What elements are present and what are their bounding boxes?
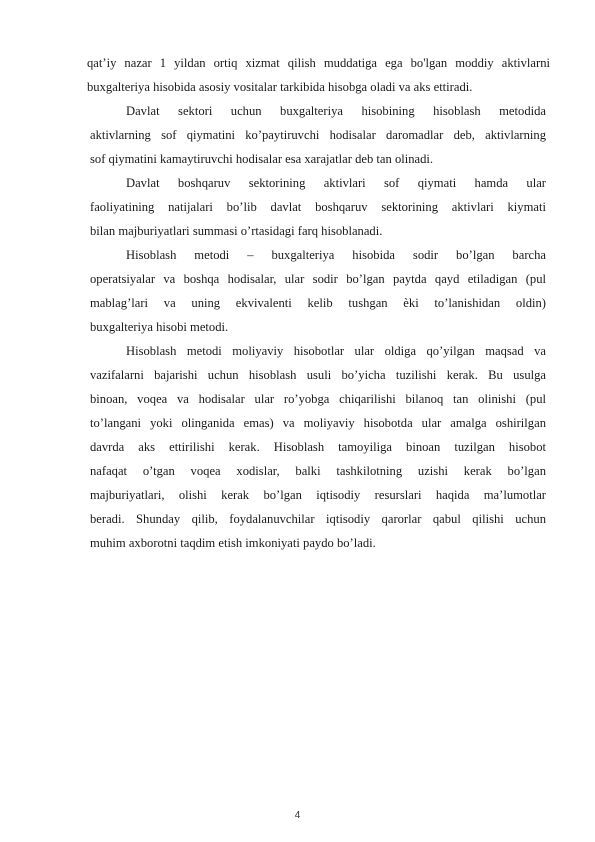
- text-line: faoliyatining natijalari bo’lib davlat boshqaruv sektorining aktivlari kiymati: [90, 200, 546, 214]
- paragraph-start-line: Hisoblash metodi – buxgalteriya hisobida sodir bo’lgan barcha: [126, 248, 546, 262]
- text-line: vazifalarni bajarishi uchun hisoblash usuli bo’yicha tuzilishi kerak. Bu usulga: [90, 368, 546, 382]
- text-line: qat’iy nazar 1 yildan ortiq xizmat qilish muddatiga ega bo'lgan moddiy aktivlarni: [87, 56, 550, 70]
- text-line: nafaqat o’tgan voqea xodislar, balki tashkilotning uzishi kerak bo’lgan: [90, 464, 546, 478]
- text-line: muhim axborotni taqdim etish imkoniyati paydo bo’ladi.: [90, 536, 376, 550]
- text-line: operatsiyalar va boshqa hodisalar, ular sodir bo’lgan paytda qayd etiladigan (pul: [90, 272, 546, 286]
- text-line: sof qiymatini kamaytiruvchi hodisalar esa xarajatlar deb tan olinadi.: [90, 152, 434, 166]
- text-line: buxgalteriya hisobida asosiy vositalar tarkibida hisobga oladi va aks ettiradi.: [87, 80, 473, 94]
- text-line: aktivlarning sof qiymatini ko’paytiruvchi hodisalar daromadlar deb, aktivlarning: [90, 128, 546, 142]
- text-line: to’langani yoki olinganida emas) va moliyaviy hisobotda ular amalga oshirilgan: [90, 416, 546, 430]
- paragraph-start-line: Davlat boshqaruv sektorining aktivlari sof qiymati hamda ular: [126, 176, 546, 190]
- text-line: bilan majburiyatlari summasi o’rtasidagi farq hisoblanadi.: [90, 224, 383, 238]
- text-line: davrda aks ettirilishi kerak. Hisoblash tamoyiliga binoan tuzilgan hisobot: [90, 440, 546, 454]
- text-line: mablag’lari va uning ekvivalenti kelib tushgan ѐki to’lanishidan oldin): [90, 296, 546, 310]
- text-line: binoan, voqea va hodisalar ular ro’yobga chiqarilishi bilanoq tan olinishi (pul: [90, 392, 546, 406]
- page-number: 4: [294, 810, 301, 821]
- paragraph-start-line: Hisoblash metodi moliyaviy hisobotlar ular oldiga qo’yilgan maqsad va: [126, 344, 546, 358]
- paragraph-start-line: Davlat sektori uchun buxgalteriya hisobining hisoblash metodida: [126, 104, 546, 118]
- text-line: buxgalteriya hisobi metodi.: [90, 320, 229, 334]
- text-line: beradi. Shunday qilib, foydalanuvchilar iqtisodiy qarorlar qabul qilishi uchun: [90, 512, 546, 526]
- text-line: majburiyatlari, olishi kerak bo’lgan iqtisodiy resurslari haqida ma’lumotlar: [90, 488, 546, 502]
